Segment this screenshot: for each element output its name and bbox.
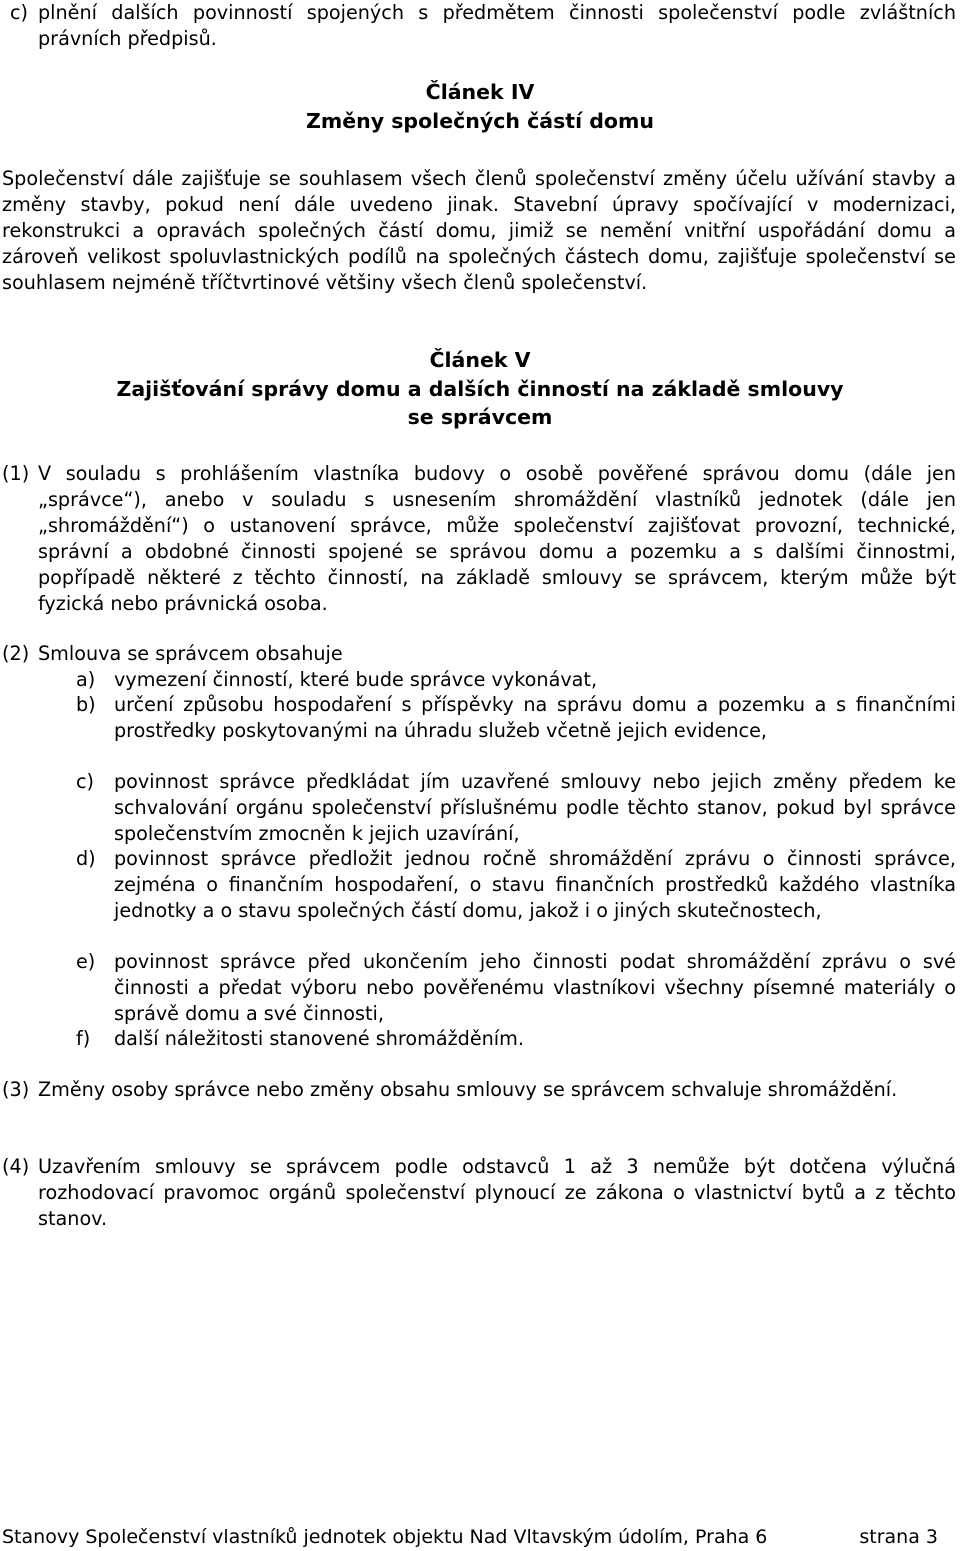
list-item-text: vymezení činností, které bude správce vykonávat, bbox=[114, 668, 598, 691]
list-item-text: plnění dalších povinností spojených s předmětem činnosti společenství podle zvláštních právních předpisů. bbox=[38, 1, 956, 50]
list-item-label: c) bbox=[10, 1, 29, 24]
list-item-label: d) bbox=[76, 847, 96, 870]
article-4-body: Společenství dále zajišťuje se souhlasem všech členů společenství změny účelu užívání stavby a změny stavby, pokud není dále uvedeno jinak. Stavební úpravy spočívající v modernizaci, rekonstrukci a opravách společných částí domu, jimiž se nemění vnitřní uspořádání domu a zároveň velikost spoluvlastnických podílů na společných částech domu, zajišťuje společenství se souhlasem nejméně tříčtvrtinové většiny všech členů společenství. bbox=[2, 167, 956, 294]
list-item-text: povinnost správce před ukončením jeho činnosti podat shromáždění zprávu o své činnosti a předat výboru nebo pověřenému vlastníkovi všechny písemné materiály o správě domu a své činnosti, bbox=[114, 950, 956, 1025]
list-item-text: další náležitosti stanovené shromážděním. bbox=[114, 1027, 524, 1050]
article-4-subtitle: Změny společných částí domu bbox=[306, 109, 654, 133]
paragraph-4 bbox=[2, 1154, 956, 1232]
article-4-title: Článek IV bbox=[425, 80, 535, 104]
paragraph-1 bbox=[2, 461, 956, 617]
paragraph-2 bbox=[2, 641, 956, 667]
list-item-label: a) bbox=[76, 668, 96, 691]
paragraph-3 bbox=[2, 1077, 956, 1103]
article-5-subtitle-line2: se správcem bbox=[407, 405, 553, 429]
paragraph-number: (2) bbox=[2, 642, 30, 665]
list-item-d bbox=[76, 846, 956, 924]
page-number: strana 3 bbox=[859, 1526, 938, 1548]
list-item-label: f) bbox=[76, 1027, 91, 1050]
list-item-e bbox=[76, 949, 956, 1027]
list-item-label: c) bbox=[76, 770, 95, 793]
paragraph-number: (4) bbox=[2, 1155, 30, 1178]
list-item-a bbox=[76, 667, 956, 693]
list-item-text: určení způsobu hospodaření s příspěvky na správu domu a pozemku a s finančními prostředky poskytovanými na úhradu služeb včetně jejich evidence, bbox=[114, 693, 956, 742]
list-item-label: e) bbox=[76, 950, 96, 973]
paragraph-text: V souladu s prohlášením vlastníka budovy o osobě pověřené správou domu (dále jen „správce“), anebo v souladu s usnesením shromáždění vlastníků jednotek (dále jen „shromáždění“) o ustanovení správce, může společenství zajišťovat provozní, technické, správní a obdobné činnosti spojené se správou domu a pozemku a s dalšími činnostmi, popřípadě některé z těchto činností, na základě smlouvy se správcem, kterým může být fyzická nebo právnická osoba. bbox=[38, 462, 956, 615]
article-5-title: Článek V bbox=[429, 348, 531, 372]
list-item-text: povinnost správce předložit jednou ročně shromáždění zprávu o činnosti správce, zejména o finančním hospodaření, o stavu finančních prostředků každého vlastníka jednotky a o stavu společných částí domu, jakož i o jiných skutečnostech, bbox=[114, 847, 956, 922]
article-5-subtitle-line1: Zajišťování správy domu a dalších činností na základě smlouvy bbox=[116, 377, 844, 401]
paragraph-text: Uzavřením smlouvy se správcem podle odstavců 1 až 3 nemůže být dotčena výlučná rozhodovací pravomoc orgánů společenství plynoucí ze zákona o vlastnictví bytů a z těchto stanov. bbox=[38, 1155, 956, 1230]
list-item-f bbox=[76, 1026, 956, 1052]
paragraph-number: (3) bbox=[2, 1078, 30, 1101]
list-item-b bbox=[76, 692, 956, 744]
list-item-c bbox=[0, 0, 956, 52]
paragraph-text: Změny osoby správce nebo změny obsahu smlouvy se správcem schvaluje shromáždění. bbox=[38, 1078, 898, 1101]
footer-title: Stanovy Společenství vlastníků jednotek objektu Nad Vltavským údolím, Praha 6 bbox=[2, 1526, 768, 1548]
paragraph-text: Smlouva se správcem obsahuje bbox=[38, 642, 343, 665]
list-item-text: povinnost správce předkládat jím uzavřené smlouvy nebo jejich změny předem ke schvalování orgánu společenství příslušnému podle těchto stanov, pokud byl správce společenstvím zmocněn k jejich uzavírání, bbox=[114, 770, 956, 845]
list-item-c bbox=[76, 769, 956, 847]
list-item-label: b) bbox=[76, 693, 96, 716]
paragraph-number: (1) bbox=[2, 462, 30, 485]
